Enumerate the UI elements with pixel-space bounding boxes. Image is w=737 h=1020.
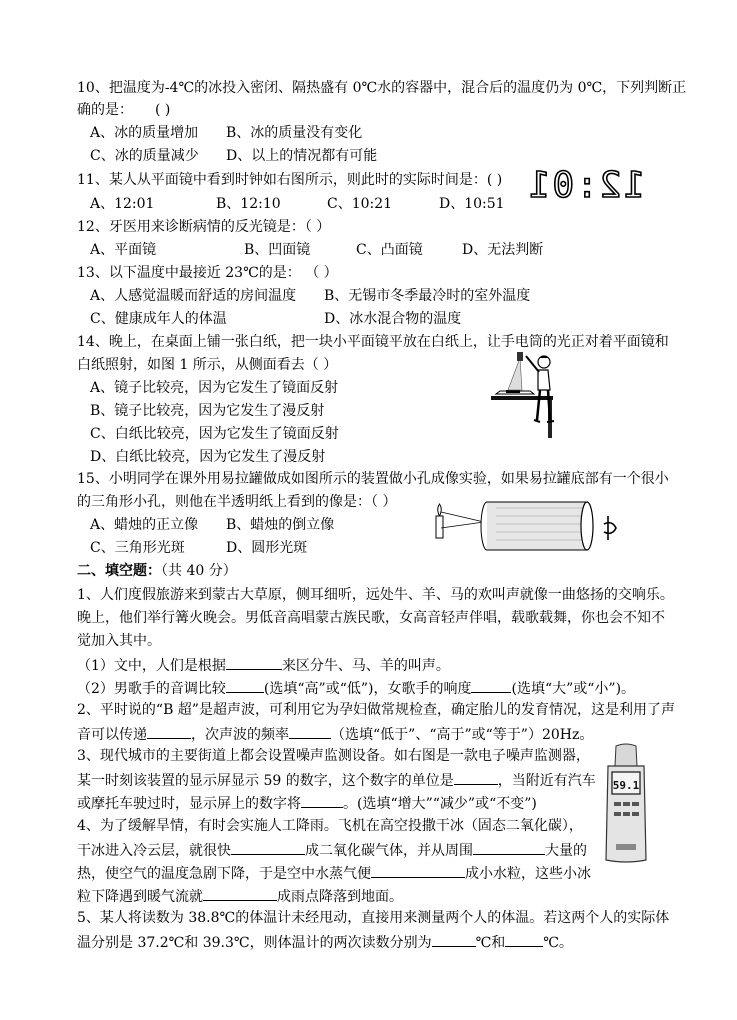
q14-option-b: B、镜子比较亮，因为它发生了漫反射: [90, 403, 325, 419]
f3-blank2[interactable]: [301, 793, 343, 808]
f4-blank1[interactable]: [231, 840, 305, 855]
section2-header: [77, 562, 237, 580]
f4-line3-text-a: 热，使空气的温度急剧下降，于是空中水蒸气便: [77, 866, 371, 882]
noise-meter-figure: [602, 744, 650, 864]
table-top: [491, 396, 553, 400]
f2-line1: 2、平时说的“B 超”是超声波，可利用它为孕妇做常规检查，确定胎儿的发育情况，这是利用了声: [77, 702, 675, 718]
q15-stem-line1: 15、小明同学在课外用易拉罐做成如图所示的装置做小孔成像实验，如果易拉罐底部有一个很小: [77, 471, 669, 487]
person-arm: [526, 356, 539, 372]
f4-line4-text-a: 粒下降遇到暖气流就: [77, 889, 203, 905]
q13-stem: 13、以下温度中最接近 23℃的是： （ ）: [77, 265, 338, 281]
q14-stem-line2: 白纸照射，如图 1 所示，从侧面看去（ ）: [77, 357, 338, 373]
q12-option-c: C、凸面镜: [356, 242, 423, 258]
f1-sub2: [77, 678, 635, 698]
f3-line3-text-b: 。(选填“增大”“减少”或“不变”): [343, 796, 537, 812]
f3-blank1[interactable]: [454, 770, 498, 785]
f4-line2: [77, 840, 587, 860]
f3-line2: [77, 770, 596, 790]
f1-sub2-blank1[interactable]: [226, 678, 264, 693]
q14-option-a: A、镜子比较亮，因为它发生了镜面反射: [90, 380, 339, 396]
q11-option-b: B、12:10: [216, 196, 281, 212]
q10-stem-line1: 10、把温度为-4℃的冰投入密闭、隔热盛有 0℃水的容器中，混合后的温度仍为 0℃，下列判断正: [77, 80, 687, 96]
flashlight-icon: [517, 352, 523, 361]
q10-option-b: B、冰的质量没有变化: [226, 125, 363, 141]
q11-option-a: A、12:01: [90, 196, 155, 212]
f4-blank3[interactable]: [371, 863, 465, 878]
inverted-image-icon: [604, 516, 616, 540]
f5-line2-text-a: 温分别是 37.2℃和 39.3℃，则体温计的两次读数分别为: [77, 935, 432, 951]
q14-stem-line1: 14、晚上，在桌面上铺一张白纸，把一块小平面镜平放在白纸上，让手电筒的光正对着平面镜和: [77, 334, 669, 350]
q11-option-c: C、10:21: [327, 196, 393, 212]
f2-line2-text-c: （选填“低于”、“高于”或“等于”）20Hz。: [331, 727, 594, 743]
f2-line2-text-a: 音可以传递: [77, 727, 147, 743]
q12-option-a: A、平面镜: [90, 242, 157, 258]
q13-option-d: D、冰水混合物的温度: [324, 311, 462, 327]
f3-line1: 3、现代城市的主要街道上都会设置噪声监测设备。如右图是一款电子噪声监测器，: [77, 748, 590, 764]
f4-line2-text-a: 干冰进入冷云层，就很快: [77, 843, 231, 859]
q12-option-d: D、无法判断: [462, 242, 544, 258]
q12-stem: 12、牙医用来诊断病情的反光镜是：（ ）: [77, 219, 331, 235]
light-beam: [508, 358, 522, 390]
f5-line2: [77, 932, 573, 952]
candle: [436, 516, 443, 538]
q15-option-d: D、圆形光斑: [226, 540, 308, 556]
can-body: [487, 502, 587, 550]
f5-line2-text-b: ℃和: [475, 935, 506, 951]
f5-line2-text-c: ℃。: [543, 935, 573, 951]
f5-line1: 5、某人将读数为 38.8℃的体温计未经甩动，直接用来测量两个人的体温。若这两个人的实际体: [77, 910, 670, 926]
f1-sub1: [77, 655, 450, 675]
q14-option-c: C、白纸比较亮，因为它发生了镜面反射: [90, 426, 339, 442]
q15-option-b: B、蜡烛的倒立像: [226, 517, 335, 533]
f3-line3-text-a: 或摩托车驶过时，显示屏上的数字将: [77, 796, 301, 812]
f1-sub1-text-a: （1）文中，人们是根据: [77, 658, 226, 674]
f4-blank2[interactable]: [473, 840, 545, 855]
f4-line3-text-b: 成小水粒，这些小冰: [465, 866, 591, 882]
f3-line3: [77, 793, 537, 813]
meter-label-plate: [616, 844, 636, 850]
meter-reading: 59.1: [612, 779, 640, 792]
translucent-paper-end: [581, 502, 593, 550]
q15-stem-line2: 的三角形小孔，则他在半透明纸上看到的像是：（ ）: [77, 494, 397, 510]
f2-line2-text-b: ，次声波的频率: [191, 727, 289, 743]
f1-line2: 晚上，他们举行篝火晚会。男低音高唱蒙古族民歌，女高音轻声伴唱，载歌载舞，你也会不知不: [77, 610, 665, 626]
f5-blank2[interactable]: [505, 932, 543, 947]
q10-answer-paren: ( ): [155, 102, 171, 118]
f4-line2-text-b: 成二氧化碳气体，并从周围: [305, 843, 473, 859]
f1-sub2-blank2[interactable]: [471, 678, 511, 693]
q10-stem-text: 确的是：: [77, 102, 133, 118]
q15-option-a: A、蜡烛的正立像: [90, 517, 199, 533]
q11-stem: 11、某人从平面镜中看到时钟如右图所示，则此时的实际时间是：( ): [77, 172, 503, 188]
q13-option-a: A、人感觉温暖而舒适的房间温度: [90, 288, 297, 304]
light-ray-top: [441, 512, 484, 522]
microphone-head: [615, 744, 637, 766]
small-mirror: [506, 390, 520, 393]
f1-sub2-text-c: (选填“大”或“小”)。: [511, 681, 636, 697]
f3-line2-text-a: 某一时刻该装置的显示屏显示 59 的数字，这个数字的单位是: [77, 773, 454, 789]
candle-flame: [438, 504, 442, 516]
q10-stem-line2: [77, 101, 170, 119]
q13-option-b: B、无锡市冬季最冷时的室外温度: [324, 288, 531, 304]
section2-title: 二、填空题：: [77, 563, 161, 579]
f4-line2-text-c: 大量的: [545, 843, 587, 859]
f1-line1: 1、人们度假旅游来到蒙古大草原，侧耳细听，远处牛、羊、马的欢叫声就像一曲悠扬的交响乐。: [77, 587, 674, 603]
q14-option-d: D、白纸比较亮，因为它发生了漫反射: [90, 449, 326, 465]
q12-option-b: B、凹面镜: [244, 242, 311, 258]
f4-line4-text-b: 成雨点降落到地面。: [277, 889, 403, 905]
q15-option-c: C、三角形光斑: [90, 540, 185, 556]
f4-blank4[interactable]: [203, 886, 277, 901]
q10-option-c: C、冰的质量减少: [90, 148, 199, 164]
f1-line3: 觉加入其中。: [77, 633, 161, 649]
f2-blank2[interactable]: [289, 724, 331, 739]
f1-sub2-text-b: (选填“高”或“低”)，女歌手的响度: [263, 681, 472, 697]
person-body: [538, 370, 550, 390]
pinhole-camera-figure: [432, 498, 628, 560]
mirror-clock-figure: [526, 165, 646, 206]
f5-blank1[interactable]: [432, 932, 476, 947]
flashlight-mirror-figure: [490, 350, 562, 440]
f4-line3: [77, 863, 591, 883]
f2-line2: [77, 724, 593, 744]
mirror-clock-digits: 12:01: [526, 165, 646, 206]
q13-option-c: C、健康成年人的体温: [90, 311, 227, 327]
f3-line2-text-b: ，当附近有汽车: [497, 773, 596, 789]
f4-line1: 4、为了缓解旱情，有时会实施人工降雨。飞机在高空投撒干冰（固态二氧化碳），: [77, 818, 583, 834]
f1-sub2-text-a: （2）男歌手的音调比较: [77, 681, 226, 697]
section2-score: （共 40 分）: [161, 563, 237, 579]
q10-option-a: A、冰的质量增加: [90, 125, 199, 141]
light-ray-bottom: [441, 522, 484, 528]
q10-option-d: D、以上的情况都有可能: [226, 148, 378, 164]
f1-sub1-text-b: 来区分牛、马、羊的叫声。: [281, 658, 450, 674]
f1-sub1-blank[interactable]: [226, 655, 282, 670]
f2-blank1[interactable]: [147, 724, 191, 739]
q11-option-d: D、10:51: [439, 196, 505, 212]
f4-line4: [77, 886, 403, 906]
